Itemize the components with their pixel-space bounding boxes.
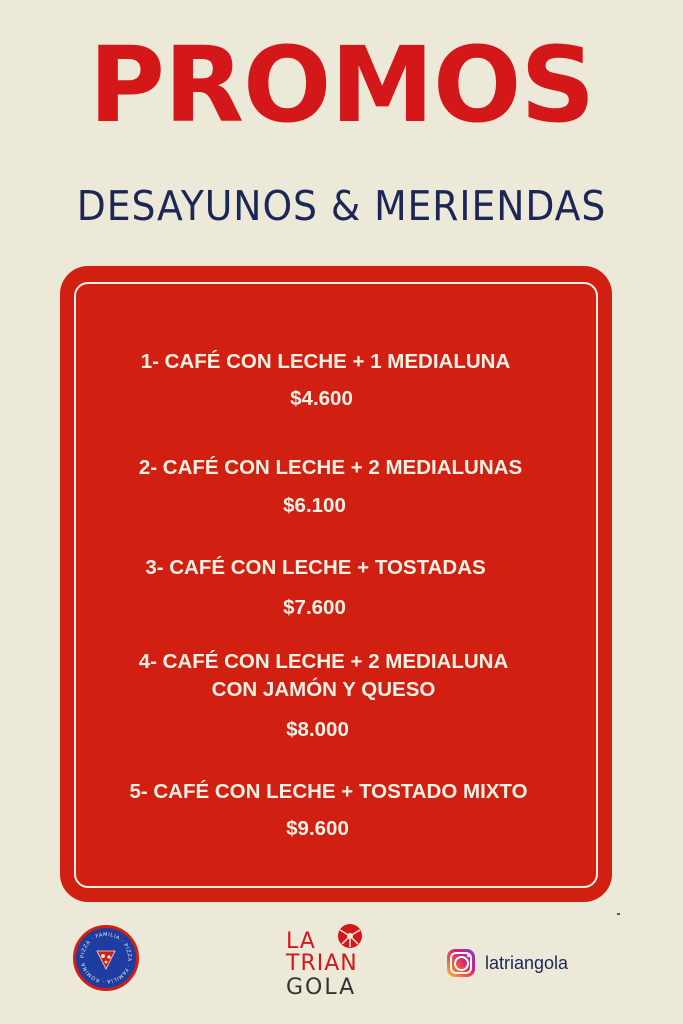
page-subtitle: DESAYUNOS & MERIENDAS bbox=[76, 182, 607, 230]
promo-item-1-price: $4.600 bbox=[290, 387, 353, 410]
logo-line-2: TRIAN bbox=[286, 951, 358, 976]
promo-item-2-price: $6.100 bbox=[283, 494, 346, 517]
promo-item-2-title: 2- CAFÉ CON LECHE + 2 MEDIALUNAS bbox=[138, 456, 523, 479]
promo-item-3-price: $7.600 bbox=[283, 596, 346, 619]
badge-ring bbox=[76, 928, 136, 988]
la-triangola-logo bbox=[278, 920, 378, 1002]
stray-mark bbox=[617, 913, 620, 915]
logo-line-1: LA bbox=[286, 929, 316, 954]
logo-graphic bbox=[278, 920, 378, 1002]
promo-item-4-price: $8.000 bbox=[286, 718, 349, 741]
logo-line-3: GOLA bbox=[286, 975, 357, 1000]
page-title: PROMOS bbox=[88, 24, 595, 146]
promo-item-3-title: 3- CAFÉ CON LECHE + TOSTADAS bbox=[145, 556, 486, 579]
instagram-icon bbox=[447, 949, 475, 977]
promo-item-4-title-line-2: CON JAMÓN Y QUESO bbox=[211, 678, 436, 701]
instagram-link[interactable] bbox=[447, 948, 568, 978]
promo-item-1-title: 1- CAFÉ CON LECHE + 1 MEDIALUNA bbox=[140, 350, 511, 373]
promo-item-5-title: 5- CAFÉ CON LECHE + TOSTADO MIXTO bbox=[129, 780, 528, 803]
promo-item-4-title-line-1: 4- CAFÉ CON LECHE + 2 MEDIALUNA bbox=[138, 650, 509, 673]
logo-pizza-icon bbox=[338, 924, 362, 948]
pizza-badge-icon bbox=[73, 925, 139, 991]
instagram-handle: latriangola bbox=[485, 952, 569, 973]
badge-ring-text: PIZZA · FAMILIA · PIZZA · FAMILIA · ROMINA bbox=[79, 931, 133, 985]
promo-item-5-price: $9.600 bbox=[286, 817, 349, 840]
